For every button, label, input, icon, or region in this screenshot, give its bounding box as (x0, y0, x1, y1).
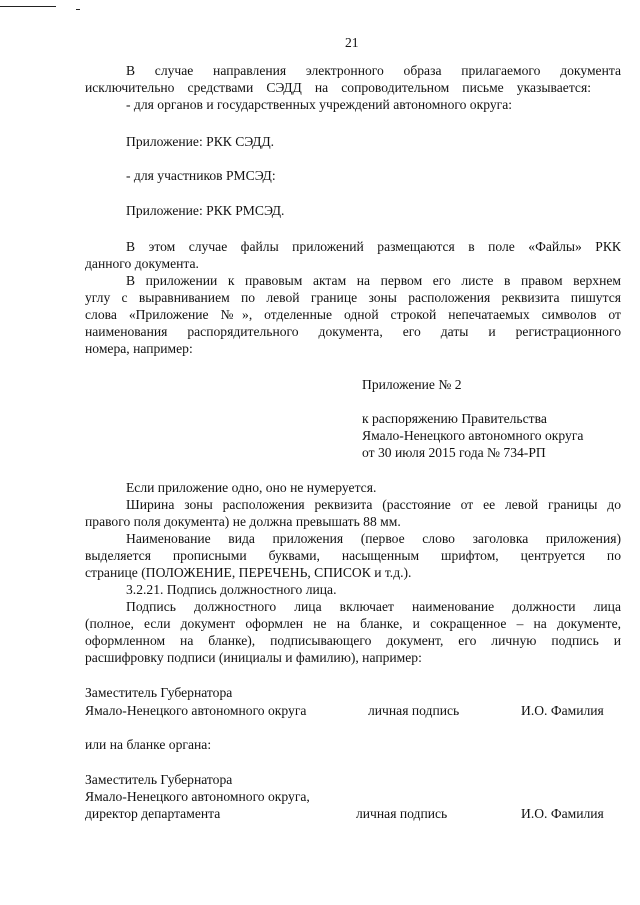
paragraph-line: углу с выравниванием по левой границе зоны расположения реквизита пишутся (85, 290, 621, 305)
signer-name: И.О. Фамилия (521, 703, 604, 718)
paragraph-line: - для органов и государственных учреждений автономного округа: (126, 97, 513, 112)
signature-position-line: Заместитель Губернатора (85, 685, 233, 700)
paragraph-line: В этом случае файлы приложений размещаются в поле «Файлы» РКК (126, 239, 621, 254)
signature-position-line: Заместитель Губернатора (85, 772, 233, 787)
paragraph-line: расшифровку подписи (инициалы и фамилию), например: (85, 650, 422, 665)
paragraph-line: номера, например: (85, 341, 193, 356)
signature-position-line: Ямало-Ненецкого автономного округа, (85, 789, 310, 804)
personal-signature: личная подпись (356, 806, 448, 821)
paragraph-line: В случае направления электронного образа прилагаемого документа (126, 63, 621, 78)
section-heading: 3.2.21. Подпись должностного лица. (126, 582, 337, 597)
paragraph-line: Наименование вида приложения (первое слово заголовка приложения) (126, 531, 621, 546)
paragraph-line: Ширина зоны расположения реквизита (расстояние от ее левой границы до (126, 497, 621, 512)
attachment-line-sedd: Приложение: РКК СЭДД. (126, 134, 275, 149)
scan-artifact-line (0, 6, 56, 7)
paragraph-line: Подпись должностного лица включает наименование должности лица (126, 599, 621, 614)
example-attachment-line: от 30 июля 2015 года № 734-РП (362, 445, 546, 460)
paragraph-line: В приложении к правовым актам на первом его листе в правом верхнем (126, 273, 621, 288)
example-attachment-line: Ямало-Ненецкого автономного округа (362, 428, 584, 443)
signature-position-line: директор департамента (85, 806, 221, 821)
personal-signature: личная подпись (368, 703, 460, 718)
signer-name: И.О. Фамилия (521, 806, 604, 821)
scan-artifact-line (76, 9, 80, 10)
or-on-blank-line: или на бланке органа: (85, 737, 212, 752)
paragraph-line: оформленном на бланке), подписывающего документ, его личную подпись и (85, 633, 621, 648)
paragraph-line: исключительно средствами СЭДД на сопроводительном письме указывается: (85, 80, 591, 95)
paragraph-line: слова «Приложение №», отделенные одной строкой непечатаемых символов от (85, 307, 621, 322)
attachment-line-rmsed: Приложение: РКК РМСЭД. (126, 203, 285, 218)
rmsed-participants-line: - для участников РМСЭД: (126, 168, 276, 183)
paragraph-line: Если приложение одно, оно не нумеруется. (126, 480, 377, 495)
example-attachment-number: Приложение № 2 (362, 377, 462, 392)
paragraph-line: наименования распорядительного документа, его даты и регистрационного (85, 324, 621, 339)
paragraph-line: правого поля документа) не должна превышать 88 мм. (85, 514, 401, 529)
paragraph-line: выделяется прописными буквами, насыщенным шрифтом, центруется по (85, 548, 621, 563)
paragraph-line: (полное, если документ оформлен не на бланке, и сокращенное – на документе, (85, 616, 621, 631)
paragraph-line: странице (ПОЛОЖЕНИЕ, ПЕРЕЧЕНЬ, СПИСОК и т.д.). (85, 565, 412, 580)
paragraph-line: данного документа. (85, 256, 199, 271)
page-number: 21 (345, 35, 359, 50)
signature-position-line: Ямало-Ненецкого автономного округа (85, 703, 307, 718)
example-attachment-line: к распоряжению Правительства (362, 411, 547, 426)
